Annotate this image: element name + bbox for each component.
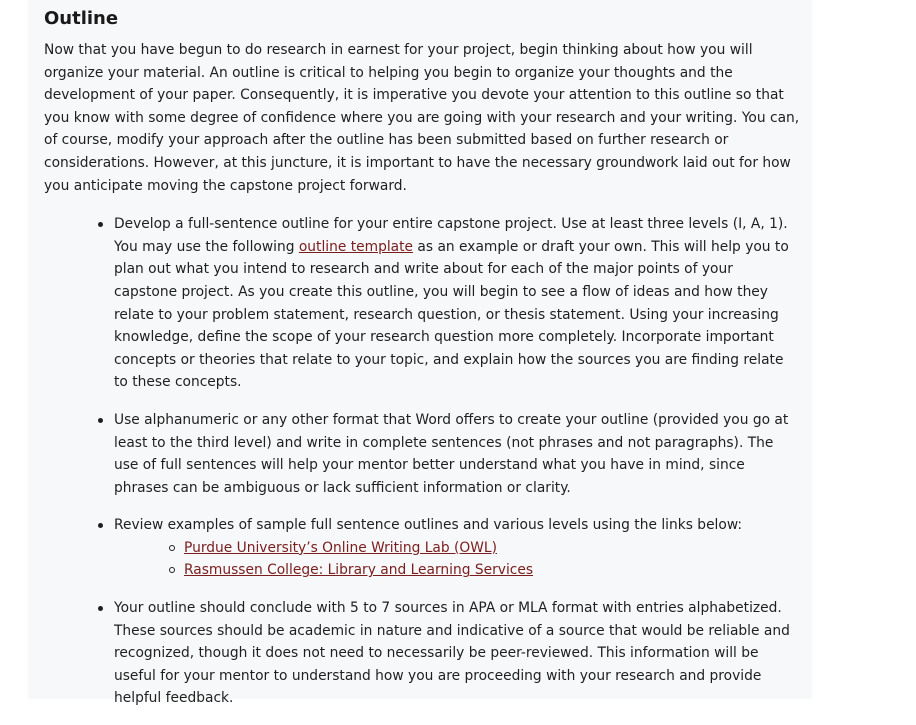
resource-links-list <box>114 537 800 582</box>
bullet-1-text-before: Develop a full-sentence outline for your entire capstone project. Use at least three levels (I, A, 1). You may use the following <box>114 216 788 255</box>
list-item <box>114 514 800 582</box>
intro-paragraph: Now that you have begun to do research in earnest for your project, begin thinking about how you will organize your material. An outline is critical to helping you begin to organize your thoughts and the development of your paper. Consequently, it is imperative you devote your attention to this outline so that you know with some degree of confidence where you are going with your research and your writing. You can, of course, modify your approach after the outline has been submitted based on further research or considerations. However, at this juncture, it is important to have the necessary groundwork laid out for how you anticipate moving the capstone project forward. <box>44 42 800 194</box>
list-item <box>114 213 800 394</box>
rasmussen-library-link[interactable]: Rasmussen College: Library and Learning Services <box>184 562 534 579</box>
purdue-owl-link[interactable]: Purdue University’s Online Writing Lab (OWL) <box>184 539 497 556</box>
list-item <box>114 409 800 499</box>
instruction-list <box>44 213 800 710</box>
list-item <box>114 597 800 710</box>
bullet-3-text: Review examples of sample full sentence outlines and various levels using the links below: <box>114 517 743 534</box>
sub-list-item <box>184 537 800 560</box>
section-heading: Outline <box>44 8 119 29</box>
sub-list-item <box>184 559 800 582</box>
bullet-4-text: Your outline should conclude with 5 to 7 sources in APA or MLA format with entries alphabetized. These sources should be academic in nature and indicative of a source that would be reliable and recognized, though it does not need to necessarily be peer-reviewed. This information will be useful for your mentor to understand how you are proceeding with your research and provide helpful feedback. <box>114 600 790 707</box>
outline-template-link[interactable]: outline template <box>298 238 414 255</box>
assignment-content <box>44 6 800 725</box>
bullet-1-text-after: as an example or draft your own. This will help you to plan out what you intend to research and write about for each of the major points of your capstone project. As you create this outline, you will begin to see a flow of ideas and how they relate to your problem statement, research question, or thesis statement. Using your increasing knowledge, define the scope of your research question more completely. Incorporate important concepts or theories that relate to your topic, and explain how the sources you are finding relate to these concepts. <box>114 238 789 391</box>
bullet-2-text: Use alphanumeric or any other format that Word offers to create your outline (provided you go at least to the third level) and write in complete sentences (not phrases and not paragraphs). The use of full sentences will help your mentor better understand what you have in mind, since phrases can be ambiguous or lack sufficient information or clarity. <box>114 411 789 496</box>
